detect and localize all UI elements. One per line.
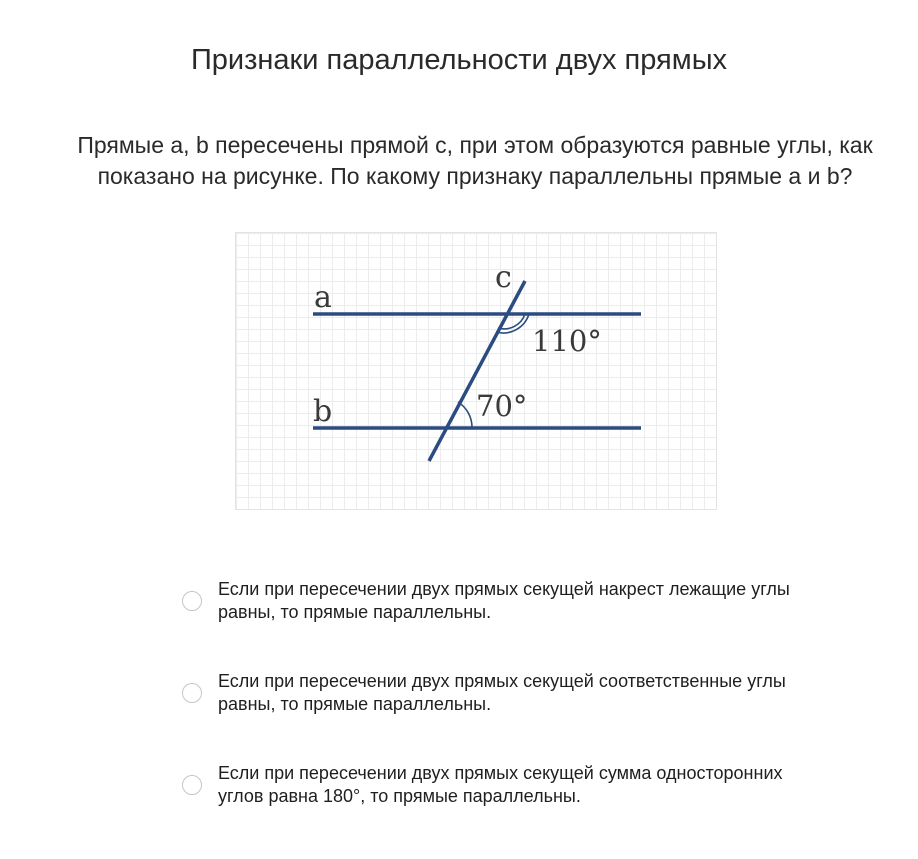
radio-button[interactable] bbox=[182, 591, 202, 611]
figure-drawing bbox=[236, 233, 718, 511]
answer-option-text[interactable]: Если при пересечении двух прямых секущей соответственные углы равны, то прямые параллельны. bbox=[218, 671, 786, 714]
label-b: b bbox=[313, 394, 333, 429]
radio-button[interactable] bbox=[182, 683, 202, 703]
label-a: a bbox=[314, 280, 332, 315]
label-c: c bbox=[495, 260, 512, 295]
answer-option-text[interactable]: Если при пересечении двух прямых секущей накрест лежащие углы равны, то прямые параллельны. bbox=[218, 579, 790, 622]
page-title: Признаки параллельности двух прямых bbox=[190, 44, 728, 76]
geometry-figure bbox=[235, 232, 717, 510]
answer-option-3[interactable] bbox=[180, 762, 880, 854]
answer-option-1[interactable] bbox=[180, 578, 880, 670]
line-c bbox=[429, 281, 528, 461]
answer-option-text[interactable]: Если при пересечении двух прямых секущей сумма односторонних углов равна 180°, то прямые параллельны. bbox=[218, 763, 783, 806]
angle-label-110: 110° bbox=[532, 324, 602, 358]
answer-option-2[interactable] bbox=[180, 670, 880, 762]
radio-button[interactable] bbox=[182, 775, 202, 795]
question-text: Прямые a, b пересечены прямой c, при этом образуются равные углы, как показано на рисунке. По какому признаку параллельны прямые a и b? bbox=[77, 132, 873, 189]
angle-label-70: 70° bbox=[476, 389, 528, 423]
answer-options bbox=[180, 578, 880, 854]
